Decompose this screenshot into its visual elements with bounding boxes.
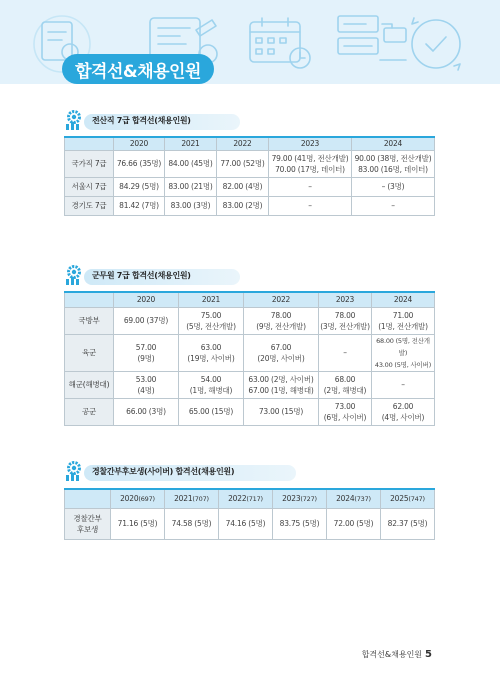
table-row	[65, 196, 435, 215]
cell-line: 68.00	[334, 374, 356, 384]
cell-line: 67.00 (1명, 해병대)	[248, 385, 314, 395]
column-header	[219, 489, 273, 508]
cell-line: (1명, 해병대)	[189, 385, 233, 395]
cell-line: (9명, 전산개발)	[256, 321, 306, 331]
cell-line: 63.00 (2명, 사이버)	[248, 374, 314, 384]
column-header: 2020	[114, 137, 165, 150]
year-label: 2023	[282, 493, 301, 503]
quota-label: (707)	[192, 494, 209, 503]
column-header: 2024	[372, 292, 435, 307]
table-cell: 77.00 (52명)	[217, 150, 269, 177]
cell-line: 63.00	[200, 342, 222, 352]
row-label-line: 경찰간부	[73, 513, 102, 523]
table-cell: –	[372, 371, 435, 398]
table-cell	[319, 371, 372, 398]
column-header	[65, 489, 111, 508]
table-cell	[244, 334, 319, 371]
header-banner	[0, 0, 500, 84]
table-cell: 65.00 (15명)	[179, 398, 244, 425]
table-cell	[319, 398, 372, 425]
column-header: 2024	[352, 137, 435, 150]
cell-line: (19명, 사이버)	[187, 353, 235, 363]
column-header	[65, 292, 114, 307]
table-cell: 71.16 (5명)	[111, 508, 165, 539]
column-header: 2022	[217, 137, 269, 150]
table-military-civilian-7th-grade	[64, 291, 435, 426]
cell-line: 68.00 (5명, 전산개발)	[376, 336, 430, 357]
cell-line: 83.00 (16명, 데이터)	[358, 164, 428, 174]
table-cell	[269, 150, 352, 177]
cell-line: 67.00	[270, 342, 292, 352]
quota-label: (717)	[246, 494, 263, 503]
table-row	[65, 398, 435, 425]
cell-line: 73.00	[334, 401, 356, 411]
section-heading-text: 경찰간부후보생(사이버) 합격선(채용인원)	[92, 467, 235, 476]
table-cell: 81.42 (7명)	[114, 196, 165, 215]
check-cycle-icon	[412, 18, 460, 70]
table-cell	[244, 307, 319, 334]
cell-line: 62.00	[392, 401, 414, 411]
year-label: 2020	[120, 493, 139, 503]
row-label	[65, 508, 111, 539]
column-header: 2021	[165, 137, 217, 150]
table-cell: 73.00 (15명)	[244, 398, 319, 425]
table-cell: 83.00 (2명)	[217, 196, 269, 215]
quota-label: (727)	[300, 494, 317, 503]
cell-line: (9명)	[137, 353, 155, 363]
table-cell: 72.00 (5명)	[327, 508, 381, 539]
column-header	[273, 489, 327, 508]
year-label: 2025	[390, 493, 409, 503]
table-cell	[114, 334, 179, 371]
table-cell: 82.37 (5명)	[381, 508, 435, 539]
table-cell: –	[269, 177, 352, 196]
table-cell: 83.00 (21명)	[165, 177, 217, 196]
section-heading-text: 군무원 7급 합격선(채용인원)	[92, 271, 191, 280]
section-heading-text: 전산직 7급 합격선(채용인원)	[92, 116, 191, 125]
cell-line: (20명, 사이버)	[257, 353, 305, 363]
cell-line: (4명)	[137, 385, 155, 395]
cell-line: 71.00	[392, 310, 414, 320]
table-computer-7th-grade	[64, 136, 435, 216]
column-header	[111, 489, 165, 508]
table-cell: – (3명)	[352, 177, 435, 196]
gear-people-icon	[64, 459, 86, 483]
table-row	[65, 508, 435, 539]
table-cell	[372, 307, 435, 334]
gear-people-icon	[64, 263, 86, 287]
table-cell	[372, 398, 435, 425]
cell-line: 78.00	[270, 310, 292, 320]
table-cell	[372, 334, 435, 371]
table-cell: 66.00 (3명)	[114, 398, 179, 425]
table-row	[65, 177, 435, 196]
year-label: 2024	[336, 493, 355, 503]
table-row	[65, 307, 435, 334]
table-cell	[114, 371, 179, 398]
column-header: 2023	[269, 137, 352, 150]
column-header: 2023	[319, 292, 372, 307]
cell-line: 79.00 (41명, 전산개발)	[271, 153, 349, 163]
row-label: 공군	[65, 398, 114, 425]
cell-line: 75.00	[200, 310, 222, 320]
table-police-cadet	[64, 488, 435, 540]
footer-title: 합격선&채용인원	[361, 650, 423, 659]
column-header: 2020	[114, 292, 179, 307]
quota-label: (697)	[138, 494, 155, 503]
table-cell	[352, 150, 435, 177]
cell-line: 53.00	[135, 374, 157, 384]
table-cell: –	[352, 196, 435, 215]
row-label-line: 후보생	[76, 524, 99, 534]
calendar-clock-icon	[250, 18, 310, 68]
table-cell: 84.29 (5명)	[114, 177, 165, 196]
column-header	[65, 137, 114, 150]
column-header: 2022	[244, 292, 319, 307]
quota-label: (747)	[408, 494, 425, 503]
cell-line: 70.00 (17명, 데이터)	[275, 164, 345, 174]
column-header	[381, 489, 435, 508]
table-cell	[319, 307, 372, 334]
cell-line: (3명, 전산개발)	[320, 321, 370, 331]
page-number: 5	[425, 649, 432, 660]
cell-line: (6명, 사이버)	[323, 412, 367, 422]
row-label: 국가직 7급	[65, 150, 114, 177]
list-form-icon	[338, 16, 406, 60]
row-label: 육군	[65, 334, 114, 371]
table-row	[65, 334, 435, 371]
row-label: 국방부	[65, 307, 114, 334]
year-label: 2021	[174, 493, 193, 503]
table-cell	[244, 371, 319, 398]
row-label: 서울시 7급	[65, 177, 114, 196]
year-label: 2022	[228, 493, 247, 503]
cell-line: 78.00	[334, 310, 356, 320]
table-cell: –	[269, 196, 352, 215]
cell-line: (2명, 해병대)	[323, 385, 367, 395]
cell-line: (5명, 전산개발)	[186, 321, 236, 331]
cell-line: (1명, 전산개발)	[378, 321, 428, 331]
row-label: 해군(해병대)	[65, 371, 114, 398]
table-cell: 83.00 (3명)	[165, 196, 217, 215]
cell-line: 54.00	[200, 374, 222, 384]
table-cell	[179, 371, 244, 398]
gear-people-icon	[64, 108, 86, 132]
column-header: 2021	[179, 292, 244, 307]
cell-line: 90.00 (38명, 전산개발)	[354, 153, 432, 163]
table-cell: 69.00 (37명)	[114, 307, 179, 334]
table-cell: 74.58 (5명)	[165, 508, 219, 539]
page-title: 합격선&채용인원	[62, 54, 214, 84]
table-row	[65, 371, 435, 398]
cell-line: 57.00	[135, 342, 157, 352]
table-cell: 83.75 (5명)	[273, 508, 327, 539]
page-footer	[362, 649, 432, 660]
table-cell: 74.16 (5명)	[219, 508, 273, 539]
column-header	[327, 489, 381, 508]
row-label: 경기도 7급	[65, 196, 114, 215]
quota-label: (737)	[354, 494, 371, 503]
cell-line: 43.00 (5명, 사이버)	[374, 360, 432, 369]
table-row	[65, 150, 435, 177]
cell-line: (4명, 사이버)	[381, 412, 425, 422]
table-cell: –	[319, 334, 372, 371]
table-cell	[179, 334, 244, 371]
table-cell: 82.00 (4명)	[217, 177, 269, 196]
column-header	[165, 489, 219, 508]
table-cell	[179, 307, 244, 334]
table-cell: 84.00 (45명)	[165, 150, 217, 177]
table-cell: 76.66 (35명)	[114, 150, 165, 177]
